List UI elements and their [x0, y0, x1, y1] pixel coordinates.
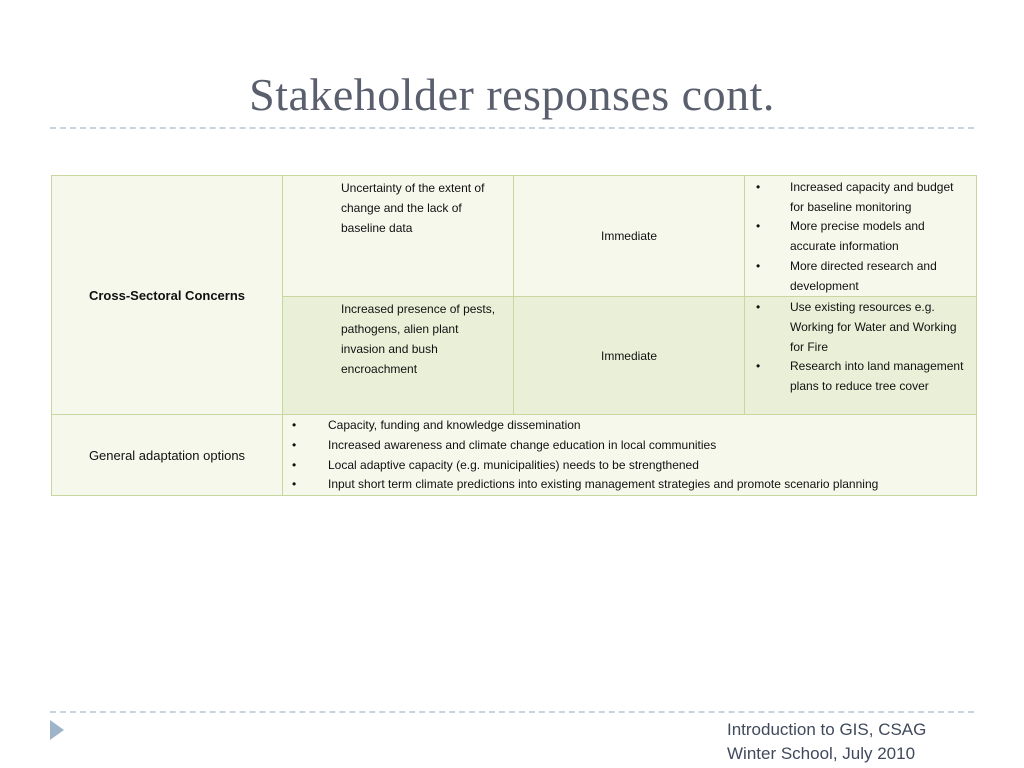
footer-text [727, 718, 926, 766]
general-options-label: General adaptation options [52, 415, 283, 496]
title-divider [50, 127, 974, 129]
timing-cell: Immediate [514, 297, 745, 415]
responses-cell [745, 297, 977, 415]
list-item: • Input short term climate predictions into existing management strategies and promote scenario planning [283, 475, 976, 495]
list-item: • More precise models and accurate information [745, 217, 976, 256]
play-triangle-icon [50, 720, 64, 740]
stakeholder-response-table [51, 175, 977, 496]
list-item: • Research into land management plans to reduce tree cover [745, 357, 976, 396]
slide-title: Stakeholder responses cont. [249, 69, 775, 120]
list-item: • Increased capacity and budget for baseline monitoring [745, 178, 976, 217]
issue-cell: Increased presence of pests, pathogens, alien plant invasion and bush encroachment [283, 297, 514, 415]
cross-sectoral-label: Cross-Sectoral Concerns [52, 176, 283, 415]
list-item: • Increased awareness and climate change education in local communities [283, 436, 976, 456]
responses-cell [745, 176, 977, 297]
table-row [52, 176, 977, 297]
table-row [52, 415, 977, 496]
list-item: • Capacity, funding and knowledge dissemination [283, 416, 976, 436]
list-item: • Local adaptive capacity (e.g. municipalities) needs to be strengthened [283, 456, 976, 476]
footer-line: Winter School, July 2010 [727, 744, 916, 763]
general-options-cell [283, 415, 977, 496]
footer-line: Introduction to GIS, CSAG [727, 720, 927, 739]
footer-divider [50, 711, 974, 713]
list-item: • Use existing resources e.g. Working for Water and Working for Fire [745, 298, 976, 357]
timing-cell: Immediate [514, 176, 745, 297]
list-item: • More directed research and development [745, 257, 976, 296]
issue-cell: Uncertainty of the extent of change and the lack of baseline data [283, 176, 514, 297]
